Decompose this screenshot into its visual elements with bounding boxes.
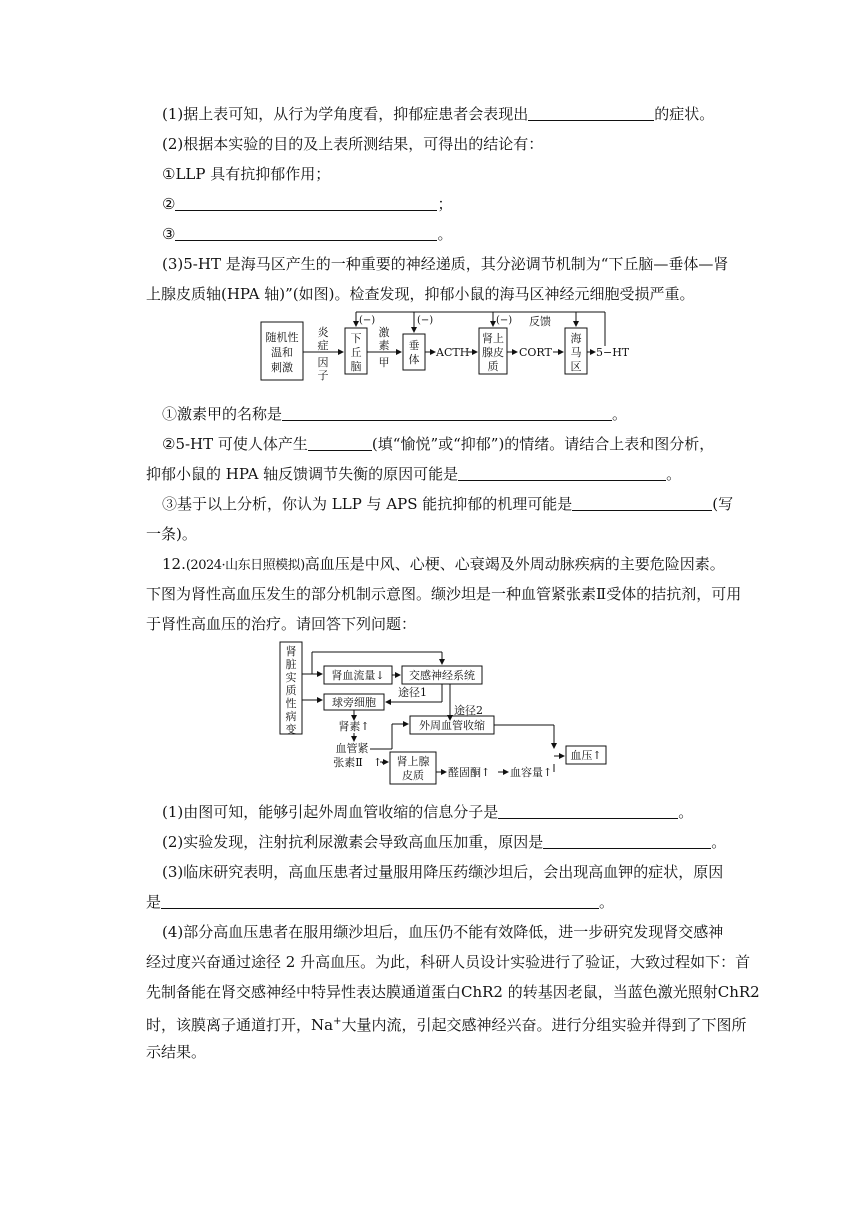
svg-text:丘: 丘 [350,346,362,359]
q12-stem-line3: 于肾性高血压的治疗。请回答下列问题： [146,615,417,633]
svg-text:体: 体 [408,353,420,366]
q11-conclusion-3: ③ 。 [162,225,453,243]
q12-part2: (2)实验发现，注射抗利尿激素会导致高血压加重，原因是 。 [162,833,727,851]
q11-sub3-line1: ③基于以上分析，你认为 LLP 与 APS 能抗抑郁的机理可能是 (写 [162,495,734,513]
answer-blank[interactable] [282,406,612,421]
q11-part3-line1: (3)5-HT 是海马区产生的一种重要的神经递质，其分泌调节机制为“下丘脑—垂体—肾 [162,255,729,273]
svg-text:区: 区 [570,360,582,373]
aldosterone-label: 醛固酮↑ [448,766,491,779]
svg-text:性: 性 [285,697,297,710]
vasoconstriction-label: 外周血管收缩 [419,719,485,732]
svg-text:张素Ⅱ: 张素Ⅱ [333,756,363,769]
svg-text:刺激: 刺激 [271,361,293,374]
q12-part1: (1)由图可知，能够引起外周血管收缩的信息分子是 。 [162,803,694,821]
svg-text:质: 质 [487,360,499,373]
svg-text:素: 素 [378,339,390,352]
q11-part1: (1)据上表可知，从行为学角度看，抑郁症患者会表现出 的症状。 [162,105,715,123]
renin-label: 肾素↑ [338,720,370,733]
sympathetic-label: 交感神经系统 [409,669,475,682]
q11-sub2-line1: ②5-HT 可使人体产生 (填“愉悦”或“抑郁”)的情绪。请结合上表和图分析， [162,435,715,453]
svg-text:症: 症 [317,339,329,352]
answer-blank[interactable] [498,804,678,819]
feedback-label: 反馈 [529,315,551,328]
answer-blank[interactable] [528,106,654,121]
answer-blank[interactable] [308,436,372,451]
svg-text:子: 子 [317,369,329,382]
q11-sub1: ①激素甲的名称是 。 [162,405,628,423]
svg-text:因: 因 [317,356,329,369]
blood-volume-label: 血容量↑ [510,766,553,779]
stimulus-label: 随机性 [265,331,299,344]
q12-part4-line1: (4)部分高血压患者在服用缬沙坦后，血压仍不能有效降低，进一步研究发现肾交感神 [162,923,724,941]
pituitary-label: 垂 [408,339,420,352]
serotonin-label: 5−HT [596,346,630,359]
adrenal-cortex-label: 肾上 [482,332,504,345]
q12-part4-line4: 时，该膜离子通道打开，Na+大量内流，引起交感神经兴奋。进行分组实验并得到了下图所 [146,1016,747,1034]
hippocampus-label: 海 [570,332,582,345]
path2-label: 途径2 [454,704,483,717]
q12-part4-line3: 先制备能在肾交感神经中特异性表达膜通道蛋白ChR2 的转基因老鼠，当蓝色激光照射ChR2 [146,983,760,1001]
svg-text:皮质: 皮质 [402,769,424,782]
q12-stem-line1: 12.(2024·山东日照模拟)高血压是中风、心梗、心衰竭及外周动脉疾病的主要危险因素。 [162,555,725,573]
svg-text:变: 变 [285,723,297,736]
adrenal-cortex-label-2: 肾上腺 [396,755,430,768]
q12-part3-line2: 是 。 [146,893,615,911]
cort-label: CORT [519,346,552,359]
q11-sub2-line2: 抑郁小鼠的 HPA 轴反馈调节失衡的原因可能是 。 [146,465,682,483]
angiotensin-label: 血管紧 [335,742,369,755]
svg-text:实: 实 [285,671,297,684]
inhibition-mark: (−) [359,315,376,326]
answer-blank[interactable] [175,196,437,211]
q11-part3-line2: 上腺皮质轴(HPA 轴)”(如图)。检查发现，抑郁小鼠的海马区神经元细胞受损严重。 [146,285,695,303]
svg-text:质: 质 [285,684,297,697]
svg-text:温和: 温和 [271,346,293,359]
svg-text:↑: ↑ [373,756,383,769]
hormone-a-label: 激 [378,326,390,339]
path1-label: 途径1 [398,686,427,699]
svg-text:病: 病 [285,710,297,723]
hpa-axis-diagram [255,306,630,386]
answer-blank[interactable] [458,466,666,481]
q11-part2: (2)根据本实验的目的及上表所测结果，可得出的结论有： [162,135,544,153]
q11-sub3-line2: 一条)。 [146,525,197,543]
svg-text:脏: 脏 [285,658,297,671]
svg-text:甲: 甲 [378,356,390,369]
inhibition-mark: (−) [496,315,513,326]
svg-text:马: 马 [570,346,582,359]
q12-part3-line1: (3)临床研究表明，高血压患者过量服用降压药缬沙坦后，会出现高血钾的症状，原因 [162,863,724,881]
svg-text:脑: 脑 [350,360,362,373]
svg-text:腺皮: 腺皮 [482,346,504,359]
inflammatory-factor-label: 炎 [317,326,329,339]
inhibition-mark: (−) [417,315,434,326]
answer-blank[interactable] [161,894,599,909]
answer-blank[interactable] [543,834,711,849]
kidney-lesion-label: 肾 [285,645,297,658]
renal-flow-label: 肾血流量↓ [331,669,385,682]
acth-label: ACTH [436,346,470,359]
blood-pressure-label: 血压↑ [570,749,602,762]
q12-part4-line5: 示结果。 [146,1043,207,1061]
q12-part4-line2: 经过度兴奋通过途径 2 升高血压。为此，科研人员设计实验进行了验证，大致过程如下：首 [146,953,751,971]
answer-blank[interactable] [175,226,437,241]
renal-hypertension-diagram [272,638,622,788]
hypothalamus-label: 下 [350,332,362,345]
juxtaglomerular-label: 球旁细胞 [332,696,376,709]
q11-conclusion-2: ② ； [162,195,453,213]
q12-stem-line2: 下图为肾性高血压发生的部分机制示意图。缬沙坦是一种血管紧张素Ⅱ受体的拮抗剂，可用 [146,585,742,603]
answer-blank[interactable] [572,496,712,511]
q11-conclusion-1: ①LLP 具有抗抑郁作用； [162,165,331,183]
